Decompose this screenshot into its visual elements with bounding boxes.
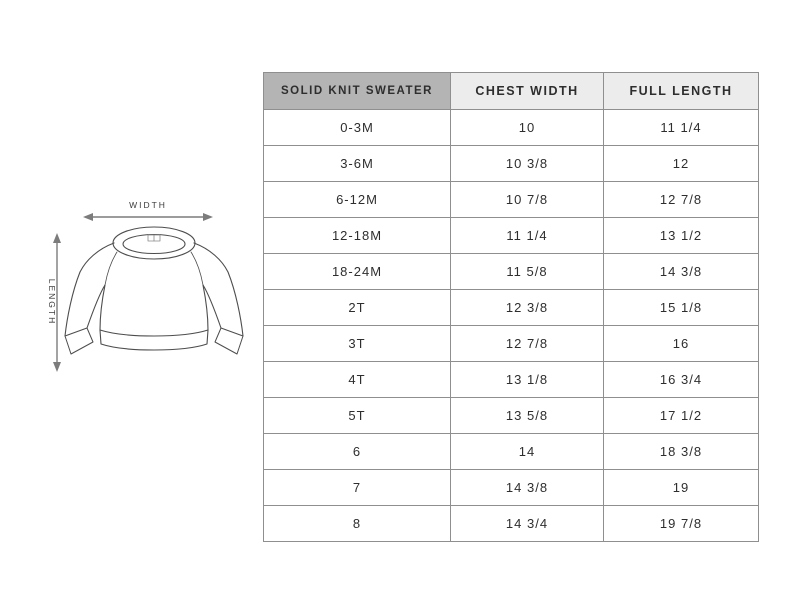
table-row bbox=[264, 434, 759, 470]
header-chest-width: CHEST WIDTH bbox=[451, 73, 604, 110]
size-table bbox=[263, 72, 759, 542]
table-row bbox=[264, 506, 759, 542]
full-length-cell: 13 1/2 bbox=[604, 218, 759, 254]
full-length-cell: 12 7/8 bbox=[604, 182, 759, 218]
full-length-cell: 17 1/2 bbox=[604, 398, 759, 434]
neck-tag bbox=[148, 235, 160, 241]
chest-width-cell: 14 3/4 bbox=[451, 506, 604, 542]
chest-width-cell: 10 7/8 bbox=[451, 182, 604, 218]
size-cell: 7 bbox=[264, 470, 451, 506]
chest-width-cell: 13 5/8 bbox=[451, 398, 604, 434]
chest-width-cell: 11 1/4 bbox=[451, 218, 604, 254]
size-cell: 6 bbox=[264, 434, 451, 470]
width-label: WIDTH bbox=[129, 200, 167, 210]
full-length-cell: 19 7/8 bbox=[604, 506, 759, 542]
size-cell: 4T bbox=[264, 362, 451, 398]
full-length-cell: 18 3/8 bbox=[604, 434, 759, 470]
chest-width-cell: 12 3/8 bbox=[451, 290, 604, 326]
chest-width-cell: 10 bbox=[451, 110, 604, 146]
header-product-name: SOLID KNIT SWEATER bbox=[264, 73, 451, 110]
table-row bbox=[264, 254, 759, 290]
size-cell: 3-6M bbox=[264, 146, 451, 182]
chest-width-cell: 11 5/8 bbox=[451, 254, 604, 290]
size-cell: 0-3M bbox=[264, 110, 451, 146]
table-row bbox=[264, 110, 759, 146]
full-length-cell: 16 3/4 bbox=[604, 362, 759, 398]
chest-width-cell: 14 bbox=[451, 434, 604, 470]
table-header-row bbox=[264, 73, 759, 110]
size-cell: 3T bbox=[264, 326, 451, 362]
full-length-cell: 19 bbox=[604, 470, 759, 506]
full-length-cell: 16 bbox=[604, 326, 759, 362]
size-cell: 5T bbox=[264, 398, 451, 434]
table-row bbox=[264, 146, 759, 182]
size-cell: 18-24M bbox=[264, 254, 451, 290]
header-full-length: FULL LENGTH bbox=[604, 73, 759, 110]
table-row bbox=[264, 326, 759, 362]
size-cell: 12-18M bbox=[264, 218, 451, 254]
width-arrow bbox=[83, 213, 213, 221]
sweater-drawing bbox=[65, 227, 243, 354]
chest-width-cell: 12 7/8 bbox=[451, 326, 604, 362]
table-row bbox=[264, 398, 759, 434]
table-row bbox=[264, 470, 759, 506]
table-row bbox=[264, 182, 759, 218]
table-row bbox=[264, 290, 759, 326]
size-cell: 2T bbox=[264, 290, 451, 326]
size-table-body bbox=[264, 110, 759, 542]
chest-width-cell: 13 1/8 bbox=[451, 362, 604, 398]
full-length-cell: 14 3/8 bbox=[604, 254, 759, 290]
full-length-cell: 11 1/4 bbox=[604, 110, 759, 146]
full-length-cell: 15 1/8 bbox=[604, 290, 759, 326]
size-cell: 8 bbox=[264, 506, 451, 542]
length-label: LENGTH bbox=[47, 278, 57, 326]
chest-width-cell: 14 3/8 bbox=[451, 470, 604, 506]
table-row bbox=[264, 218, 759, 254]
sweater-illustration bbox=[30, 190, 245, 390]
table-row bbox=[264, 362, 759, 398]
full-length-cell: 12 bbox=[604, 146, 759, 182]
chest-width-cell: 10 3/8 bbox=[451, 146, 604, 182]
size-cell: 6-12M bbox=[264, 182, 451, 218]
